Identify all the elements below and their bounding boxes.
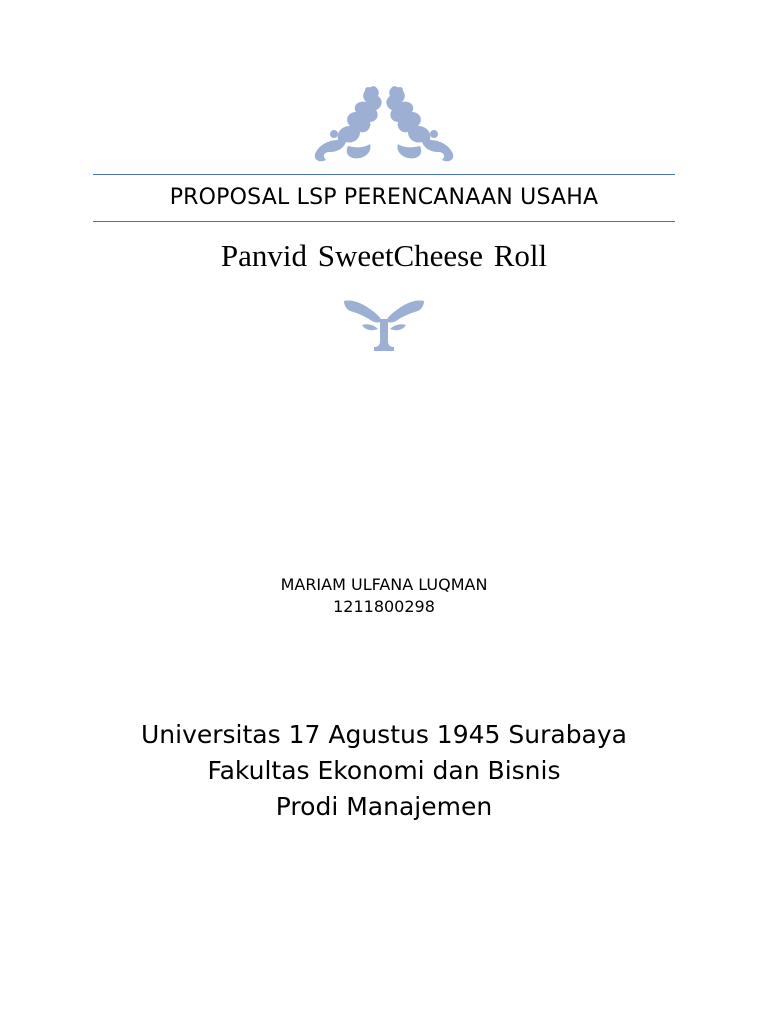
institution-block	[60, 717, 708, 825]
document-subtitle: PROPOSAL LSP PERENCANAAN USAHA	[169, 185, 599, 210]
floral-ornament-top-icon	[304, 82, 464, 164]
document-title: Panvid SweetCheese Roll	[220, 238, 548, 273]
divider-bottom	[93, 221, 675, 222]
divider-top	[93, 174, 675, 175]
program-name: Prodi Manajemen	[275, 792, 493, 821]
author-name: MARIAM ULFANA LUQMAN	[280, 575, 488, 594]
fleuron-ornament-icon	[342, 297, 426, 351]
student-id: 1211800298	[333, 597, 435, 616]
author-block	[93, 574, 675, 618]
university-name: Universitas 17 Agustus 1945 Surabaya	[140, 720, 627, 749]
faculty-name: Fakultas Ekonomi dan Bisnis	[207, 756, 561, 785]
